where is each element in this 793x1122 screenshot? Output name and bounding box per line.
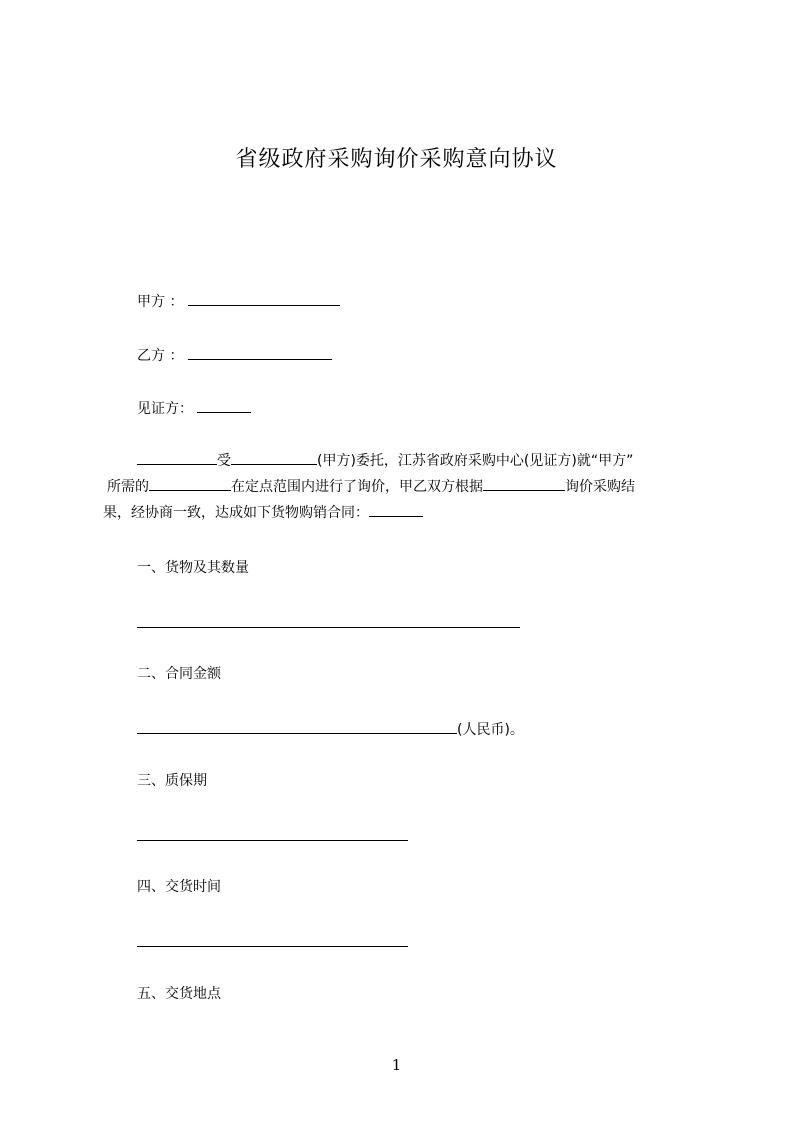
party-a-line <box>137 290 340 312</box>
intro-row-1 <box>103 448 700 474</box>
party-b-label: 乙方 ： <box>137 348 184 364</box>
page-number: 1 <box>391 1056 402 1074</box>
witness-blank <box>197 397 251 413</box>
goods-blank <box>137 626 520 628</box>
document-title: 省级政府采购询价采购意向协议 <box>235 147 558 172</box>
warranty-blank <box>137 839 408 841</box>
intro-row-2 <box>103 474 700 500</box>
section-delivery-time-heading: 四、交货时间 <box>137 879 221 895</box>
section-warranty-heading: 三、质保期 <box>137 773 207 789</box>
intro-receive: 受 <box>217 453 231 469</box>
intro-inquiry: 在定点范围内进行了询价，甲乙双方根据 <box>231 479 483 495</box>
intro-needed: 所需的 <box>107 479 149 495</box>
party-b-line <box>137 344 332 366</box>
intro-result-b: 果，经协商一致，达成如下货物购销合同： <box>103 505 369 521</box>
intro-result-a: 询价采购结 <box>565 479 635 495</box>
amount-blank <box>137 718 457 734</box>
witness-line <box>137 397 251 419</box>
intro-row-3 <box>103 500 700 526</box>
section-goods-heading: 一、货物及其数量 <box>137 560 249 576</box>
section-delivery-place-heading: 五、交货地点 <box>137 986 221 1002</box>
delivery-time-blank <box>137 945 408 947</box>
amount-line <box>137 718 524 740</box>
intro-blank-5 <box>369 501 423 517</box>
section-amount-heading: 二、合同金额 <box>137 666 221 682</box>
intro-entrust: (甲方)委托，江苏省政府采购中心(见证方)就“甲方” <box>317 453 634 469</box>
party-a-blank <box>188 290 340 306</box>
amount-suffix: (人民币)。 <box>457 722 524 738</box>
intro-paragraph <box>103 448 700 526</box>
intro-blank-2 <box>231 449 317 465</box>
witness-label: 见证方： <box>137 401 193 417</box>
intro-blank-3 <box>149 475 231 491</box>
intro-blank-4 <box>483 475 565 491</box>
party-a-label: 甲方 ： <box>137 294 184 310</box>
intro-blank-1 <box>137 449 217 465</box>
party-b-blank <box>188 344 332 360</box>
